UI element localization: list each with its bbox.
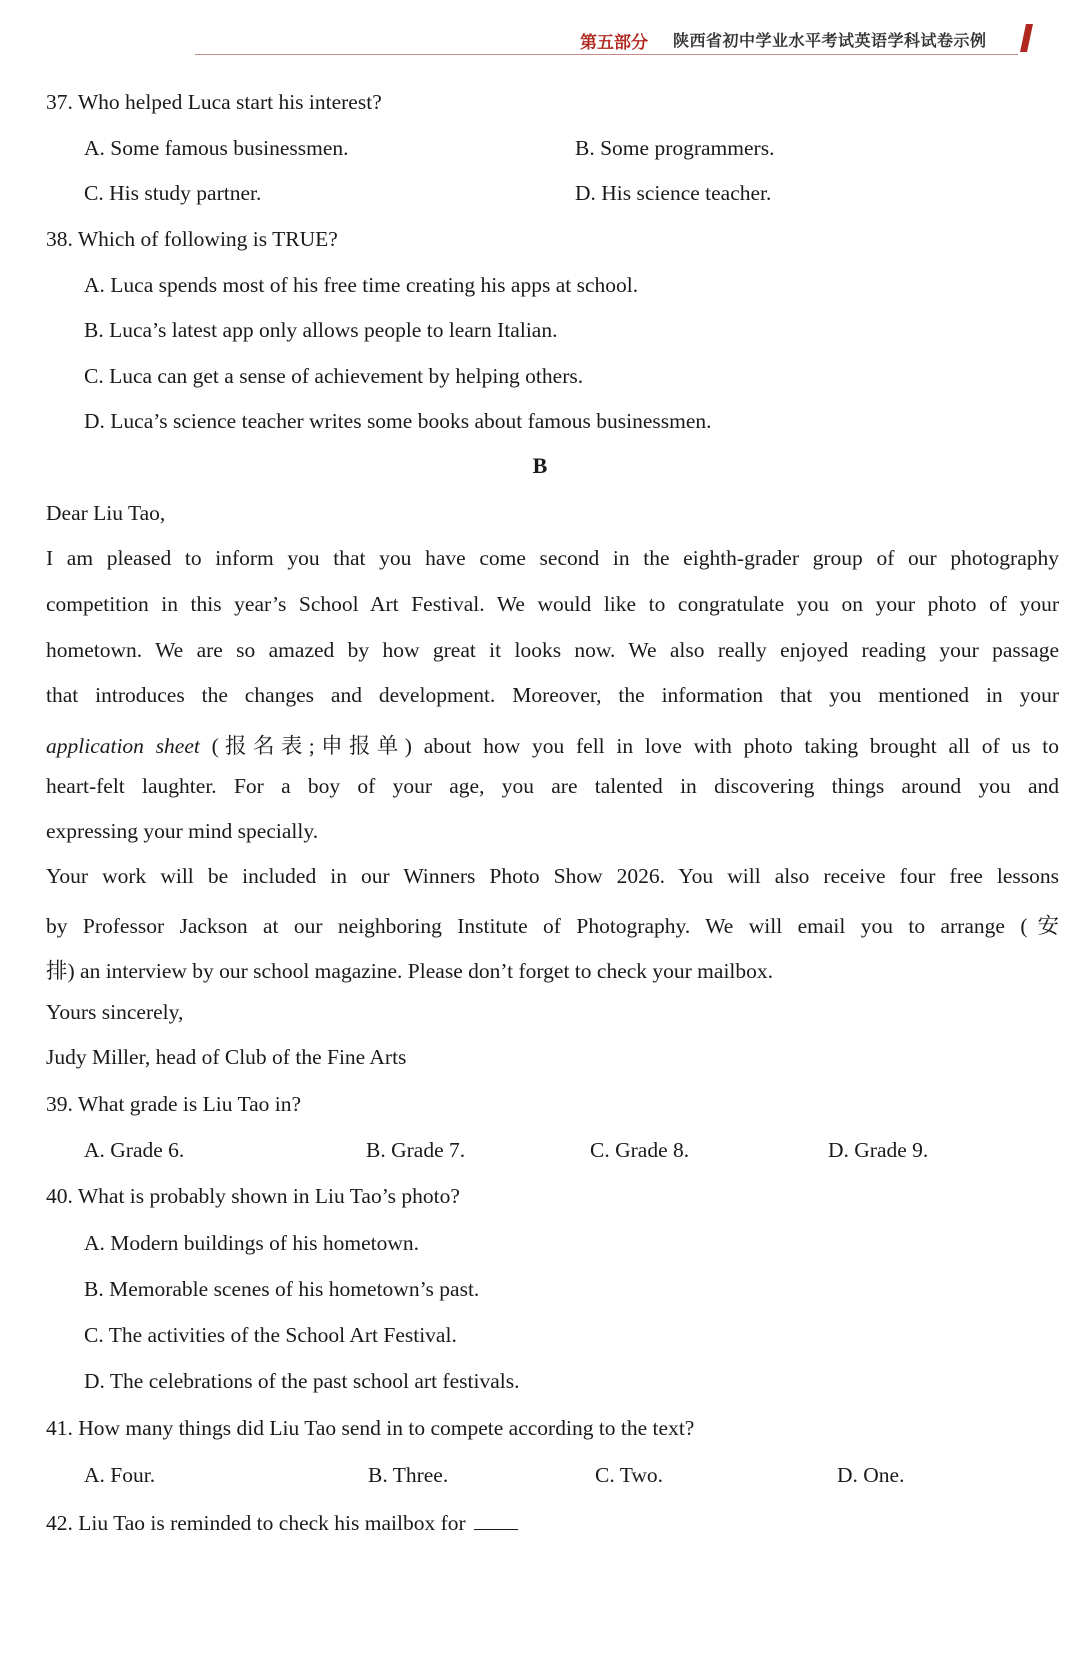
letter-paragraph-1-line-3: hometown. We are so amazed by how great it looks now. We also really enjoyed reading your passage	[46, 638, 1059, 662]
letter-paragraph-1-line-2: competition in this year’s School Art Festival. We would like to congratulate you on your photo of your	[46, 592, 1059, 616]
letter-paragraph-2-line-2: by Professor Jackson at our neighboring Institute of Photography. We will email you to arrange (安	[46, 914, 1059, 938]
q38-option-d: D. Luca’s science teacher writes some books about famous businessmen.	[84, 409, 712, 433]
page-header	[195, 22, 1040, 58]
letter-paragraph-1-line-4: that introduces the changes and development. Moreover, the information that you mentioned in your	[46, 683, 1059, 707]
q41-option-a: A. Four.	[84, 1463, 156, 1487]
q40-option-a: A. Modern buildings of his hometown.	[84, 1231, 420, 1255]
q38-stem: 38. Which of following is TRUE?	[46, 227, 338, 251]
q37-stem: 37. Who helped Luca start his interest?	[46, 90, 382, 114]
q37-option-c: C. His study partner.	[84, 181, 262, 205]
letter-paragraph-2-line-1: Your work will be included in our Winners Photo Show 2026. You will also receive four free lessons	[46, 864, 1059, 888]
q40-option-c: C. The activities of the School Art Festival.	[84, 1323, 457, 1347]
letter-paragraph-1-line-1: I am pleased to inform you that you have come second in the eighth-grader group of our photography	[46, 546, 1059, 570]
q41-option-c: C. Two.	[595, 1463, 663, 1487]
q42-stem	[46, 1511, 518, 1536]
q38-option-c: C. Luca can get a sense of achievement by helping others.	[84, 364, 584, 388]
letter-paragraph-1-line-5	[46, 729, 1059, 760]
q37-option-b: B. Some programmers.	[575, 136, 775, 160]
passage-section-label: B	[532, 453, 548, 478]
header-accent-mark	[1020, 24, 1033, 52]
term-application-sheet: application sheet	[46, 734, 200, 758]
q39-stem: 39. What grade is Liu Tao in?	[46, 1092, 302, 1116]
q39-option-c: C. Grade 8.	[590, 1138, 690, 1162]
q37-option-d: D. His science teacher.	[575, 181, 772, 205]
q39-option-b: B. Grade 7.	[366, 1138, 466, 1162]
q40-option-d: D. The celebrations of the past school art festivals.	[84, 1369, 520, 1393]
q38-option-b: B. Luca’s latest app only allows people to learn Italian.	[84, 318, 558, 342]
header-section-label: 第五部分	[580, 33, 648, 53]
letter-paragraph-2-line-3: 排) an interview by our school magazine. Please don’t forget to check your mailbox.	[46, 959, 774, 983]
letter-signature: Judy Miller, head of Club of the Fine Arts	[46, 1045, 407, 1069]
q40-option-b: B. Memorable scenes of his hometown’s past.	[84, 1277, 480, 1301]
q37-option-a: A. Some famous businessmen.	[84, 136, 349, 160]
letter-closing: Yours sincerely,	[46, 1000, 184, 1024]
letter-greeting: Dear Liu Tao,	[46, 501, 166, 525]
q39-option-d: D. Grade 9.	[828, 1138, 929, 1162]
q38-option-a: A. Luca spends most of his free time creating his apps at school.	[84, 273, 639, 297]
letter-paragraph-1-line-5-rest: (报名表;申报单) about how you fell in love with photo taking brought all of us to	[199, 734, 1059, 758]
q42-answer-blank	[474, 1511, 518, 1530]
q42-stem-text: 42. Liu Tao is reminded to check his mailbox for	[46, 1511, 466, 1535]
header-rule	[195, 54, 1018, 55]
q41-option-d: D. One.	[837, 1463, 905, 1487]
letter-paragraph-1-line-6: heart-felt laughter. For a boy of your age, you are talented in discovering things around you and	[46, 774, 1059, 798]
q39-option-a: A. Grade 6.	[84, 1138, 185, 1162]
q40-stem: 40. What is probably shown in Liu Tao’s photo?	[46, 1184, 460, 1208]
header-exam-title: 陕西省初中学业水平考试英语学科试卷示例	[673, 31, 987, 50]
q41-stem: 41. How many things did Liu Tao send in to compete according to the text?	[46, 1416, 695, 1440]
letter-paragraph-1-line-7: expressing your mind specially.	[46, 819, 319, 843]
q41-option-b: B. Three.	[368, 1463, 449, 1487]
